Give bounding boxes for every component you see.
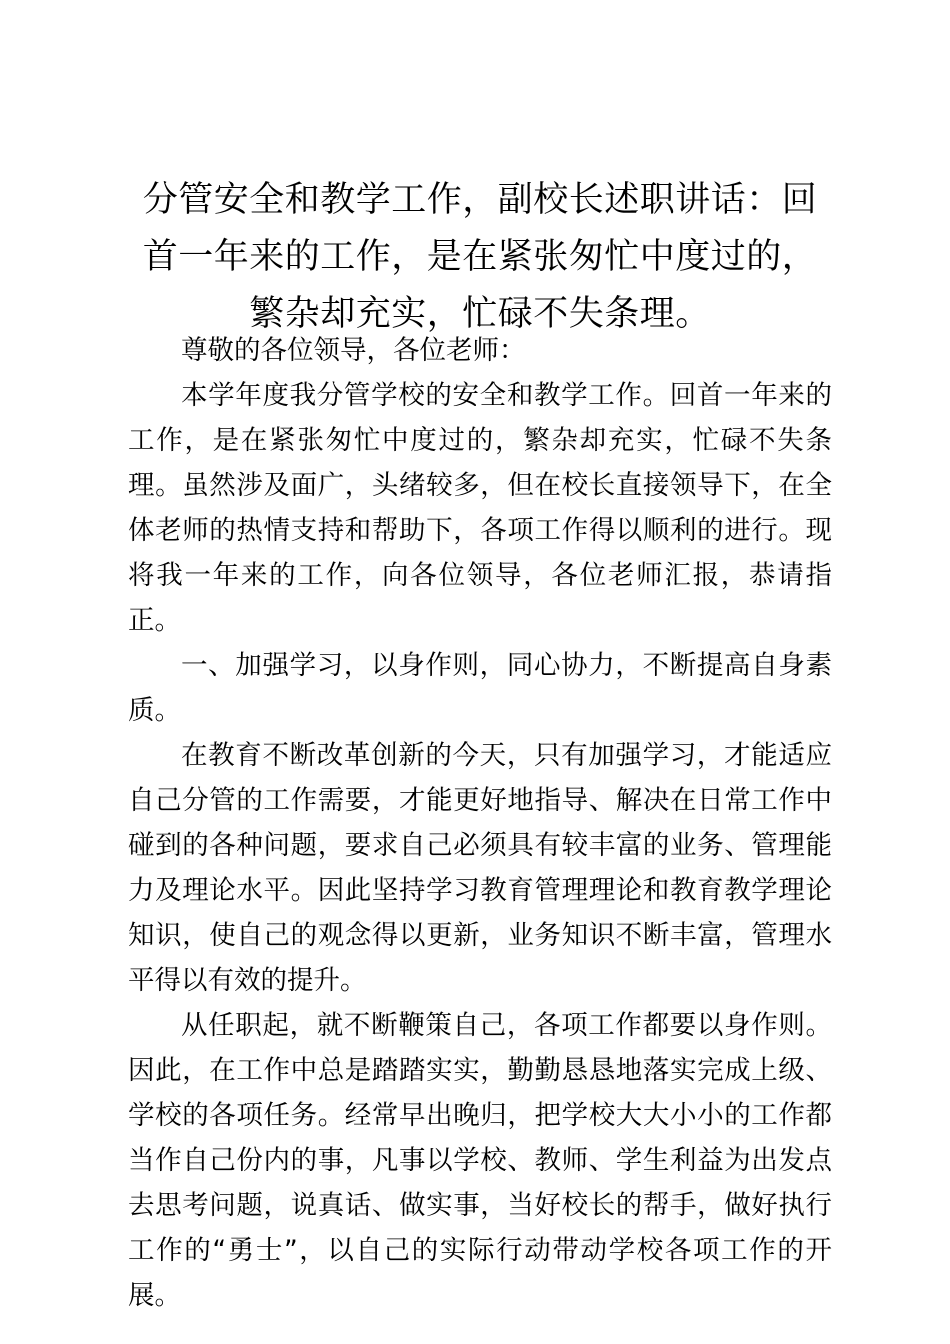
paragraph-study: 在教育不断改革创新的今天，只有加强学习，才能适应自己分管的工作需要，才能更好地指导、解决在日常工作中碰到的各种问题，要求自己必须具有较丰富的业务、管理能力及理论水平。因此坚持学习教育管理理论和教育教学理论知识，使自己的观念得以更新，业务知识不断丰富，管理水平得以有效的提升。	[128, 740, 832, 996]
document-body	[128, 328, 832, 1318]
salutation: 尊敬的各位领导，各位老师：	[181, 335, 526, 366]
paragraph-intro: 本学年度我分管学校的安全和教学工作。回首一年来的工作，是在紧张匆忙中度过的，繁杂却充实，忙碌不失条理。虽然涉及面广，头绪较多，但在校长直接领导下，在全体老师的热情支持和帮助下，各项工作得以顺利的进行。现将我一年来的工作，向各位领导，各位老师汇报，恭请指正。	[128, 380, 832, 636]
section-heading-1: 一、加强学习，以身作则，同心协力，不断提高自身素质。	[128, 650, 832, 726]
document-title: 分管安全和教学工作，副校长述职讲话：回首一年来的工作，是在紧张匆忙中度过的，繁杂却充实，忙碌不失条理。	[142, 180, 818, 334]
paragraph-example: 从任职起，就不断鞭策自己，各项工作都要以身作则。因此，在工作中总是踏踏实实，勤勤恳恳地落实完成上级、学校的各项任务。经常早出晚归，把学校大大小小的工作都当作自己份内的事，凡事以学校、教师、学生利益为出发点去思考问题，说真话、做实事，当好校长的帮手，做好执行工作的“勇士”，以自己的实际行动带动学校各项工作的开展。	[128, 1010, 832, 1311]
